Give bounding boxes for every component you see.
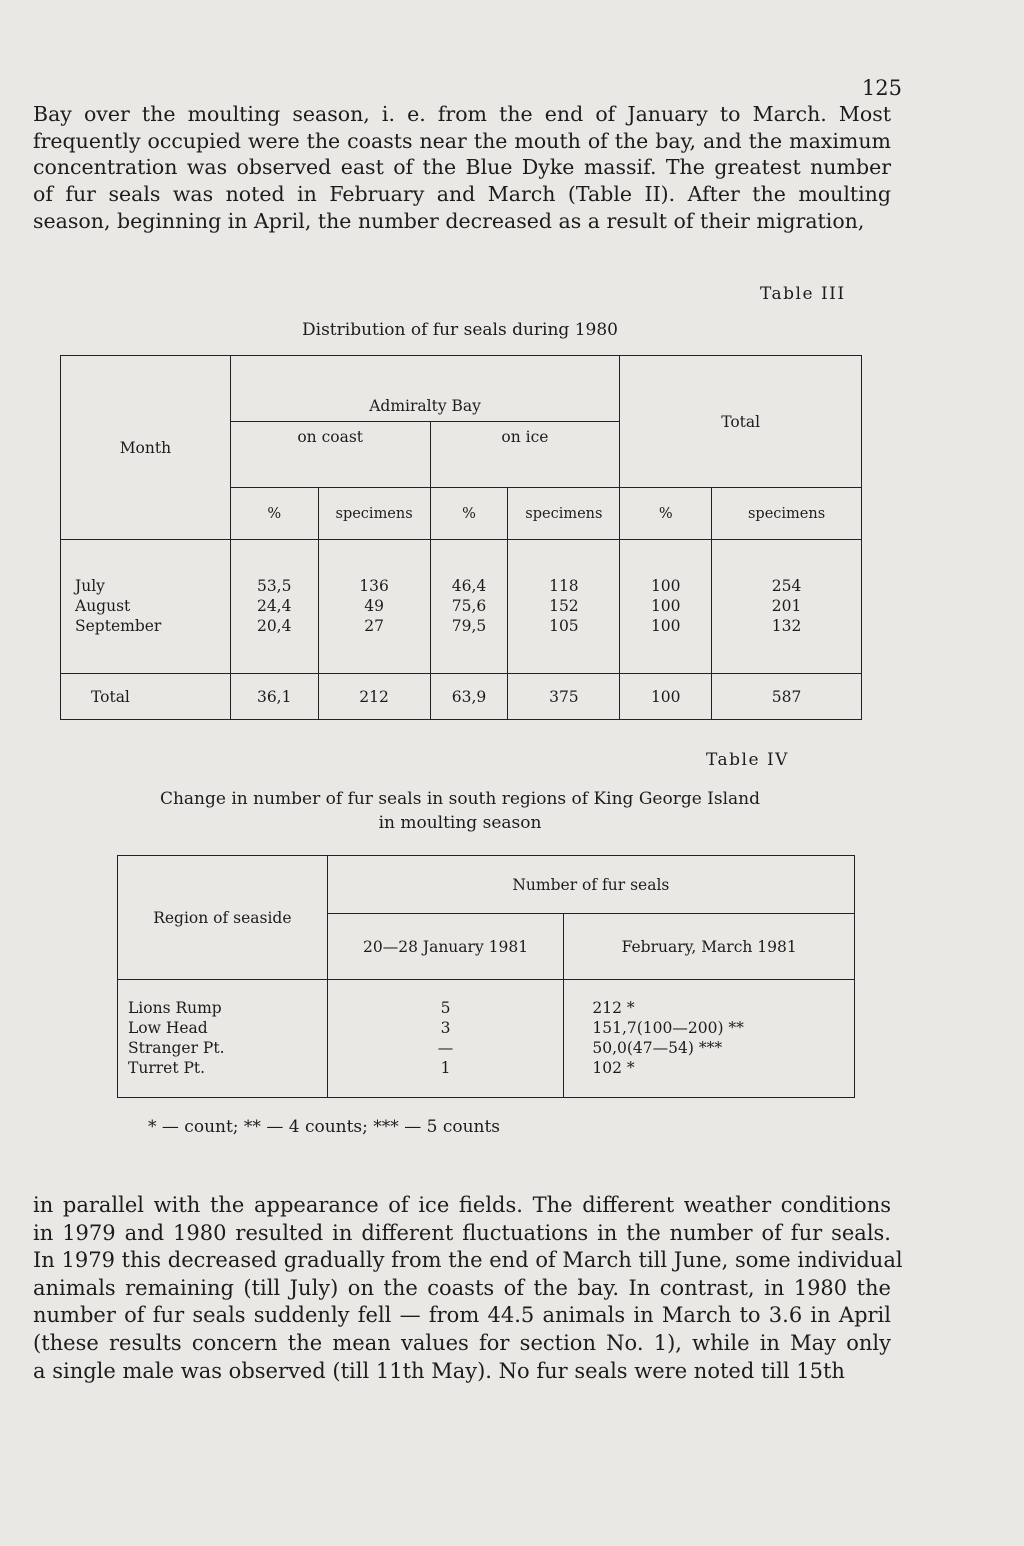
region-cell: Low Head	[128, 1019, 208, 1037]
text-line: a single male was observed (till 11th May). No fur seals were noted till 15th	[33, 1358, 845, 1383]
total-specimens: 132	[771, 617, 802, 635]
table-3-label: Table III	[760, 284, 846, 304]
header-percent: %	[430, 488, 508, 540]
coast-specimens: 212	[318, 674, 430, 720]
header-on-coast: on coast	[230, 422, 430, 488]
total-percent: 100	[650, 597, 681, 615]
total-label: Total	[61, 674, 231, 720]
header-specimens: specimens	[508, 488, 620, 540]
table-4-caption-line-1: Change in number of fur seals in south regions of King George Island	[159, 789, 761, 809]
paragraph-top	[33, 101, 891, 235]
text-line: frequently occupied were the coasts near the mouth of the bay, and the maximum	[33, 128, 891, 153]
table-4-caption-line-2: in moulting season	[378, 813, 542, 833]
page-number: 125	[861, 76, 902, 100]
ice-specimens: 105	[549, 617, 579, 635]
ice-percent: 46,4	[451, 577, 487, 595]
text-line: in parallel with the appearance of ice fields. The different weather conditions	[33, 1193, 891, 1217]
ice-specimens: 375	[508, 674, 620, 720]
text-line: number of fur seals suddenly fell — from 44.5 animals in March to 3.6 in April	[33, 1303, 891, 1328]
header-month: Month	[61, 356, 231, 540]
coast-specimens: 49	[364, 597, 384, 615]
january-cell: 1	[440, 1059, 451, 1077]
feb-march-cell: 212 *	[592, 999, 635, 1017]
text-line: Bay over the moulting season, i. e. from the end of January to March. Most	[33, 102, 891, 126]
header-on-ice: on ice	[430, 422, 620, 488]
total-specimens: 587	[712, 674, 862, 720]
ice-specimens: 152	[549, 597, 579, 615]
header-percent: %	[620, 488, 712, 540]
text-line: In 1979 this decreased gradually from the end of March till June, some individual	[33, 1248, 903, 1273]
month-cell: September	[75, 617, 162, 635]
table-3-body	[61, 540, 862, 674]
total-percent: 100	[650, 617, 681, 635]
feb-march-cell: 151,7(100—200) **	[592, 1019, 744, 1037]
coast-percent: 24,4	[256, 597, 292, 615]
total-percent: 100	[620, 674, 712, 720]
table-3-total-row	[61, 674, 862, 720]
text-line: concentration was observed east of the Blue Dyke massif. The greatest number	[33, 155, 891, 180]
coast-percent: 20,4	[256, 617, 292, 635]
text-line: animals remaining (till July) on the coasts of the bay. In contrast, in 1980 the	[33, 1275, 891, 1300]
ice-percent: 63,9	[430, 674, 508, 720]
coast-specimens: 27	[364, 617, 384, 635]
table-3	[60, 355, 862, 720]
feb-march-cell: 102 *	[592, 1059, 635, 1077]
text-line: in 1979 and 1980 resulted in different fluctuations in the number of fur seals.	[33, 1220, 891, 1245]
region-cell: Turret Pt.	[128, 1059, 206, 1077]
header-admiralty-bay: Admiralty Bay	[230, 356, 620, 422]
coast-specimens: 136	[359, 577, 389, 595]
header-specimens: specimens	[318, 488, 430, 540]
january-cell: 3	[440, 1019, 451, 1037]
header-number-of-fur-seals: Number of fur seals	[327, 856, 854, 914]
january-cell: —	[437, 1039, 454, 1057]
january-cell: 5	[440, 999, 451, 1017]
ice-specimens: 118	[549, 577, 579, 595]
header-specimens: specimens	[712, 488, 862, 540]
header-january: 20—28 January 1981	[327, 914, 564, 980]
ice-percent: 75,6	[451, 597, 487, 615]
table-4-body	[118, 980, 855, 1098]
month-cell: July	[75, 577, 105, 595]
coast-percent: 36,1	[230, 674, 318, 720]
region-cell: Stranger Pt.	[128, 1039, 225, 1057]
total-specimens: 201	[771, 597, 802, 615]
table-4	[117, 855, 855, 1098]
total-percent: 100	[650, 577, 681, 595]
table-4-footnote: * — count; ** — 4 counts; *** — 5 counts	[148, 1117, 501, 1137]
coast-percent: 53,5	[256, 577, 292, 595]
total-specimens: 254	[771, 577, 802, 595]
table-4-label: Table IV	[706, 750, 789, 770]
header-region: Region of seaside	[118, 856, 328, 980]
header-total: Total	[620, 356, 862, 488]
header-percent: %	[230, 488, 318, 540]
text-line: of fur seals was noted in February and March (Table II). After the moulting	[33, 182, 891, 207]
text-line: season, beginning in April, the number decreased as a result of their migration,	[33, 208, 865, 233]
table-3-caption: Distribution of fur seals during 1980	[302, 320, 618, 340]
paragraph-bottom	[33, 1192, 903, 1385]
region-cell: Lions Rump	[128, 999, 222, 1017]
feb-march-cell: 50,0(47—54) ***	[592, 1039, 723, 1057]
text-line: (these results concern the mean values for section No. 1), while in May only	[33, 1330, 891, 1355]
header-feb-march: February, March 1981	[564, 914, 855, 980]
month-cell: August	[75, 597, 131, 615]
ice-percent: 79,5	[451, 617, 487, 635]
